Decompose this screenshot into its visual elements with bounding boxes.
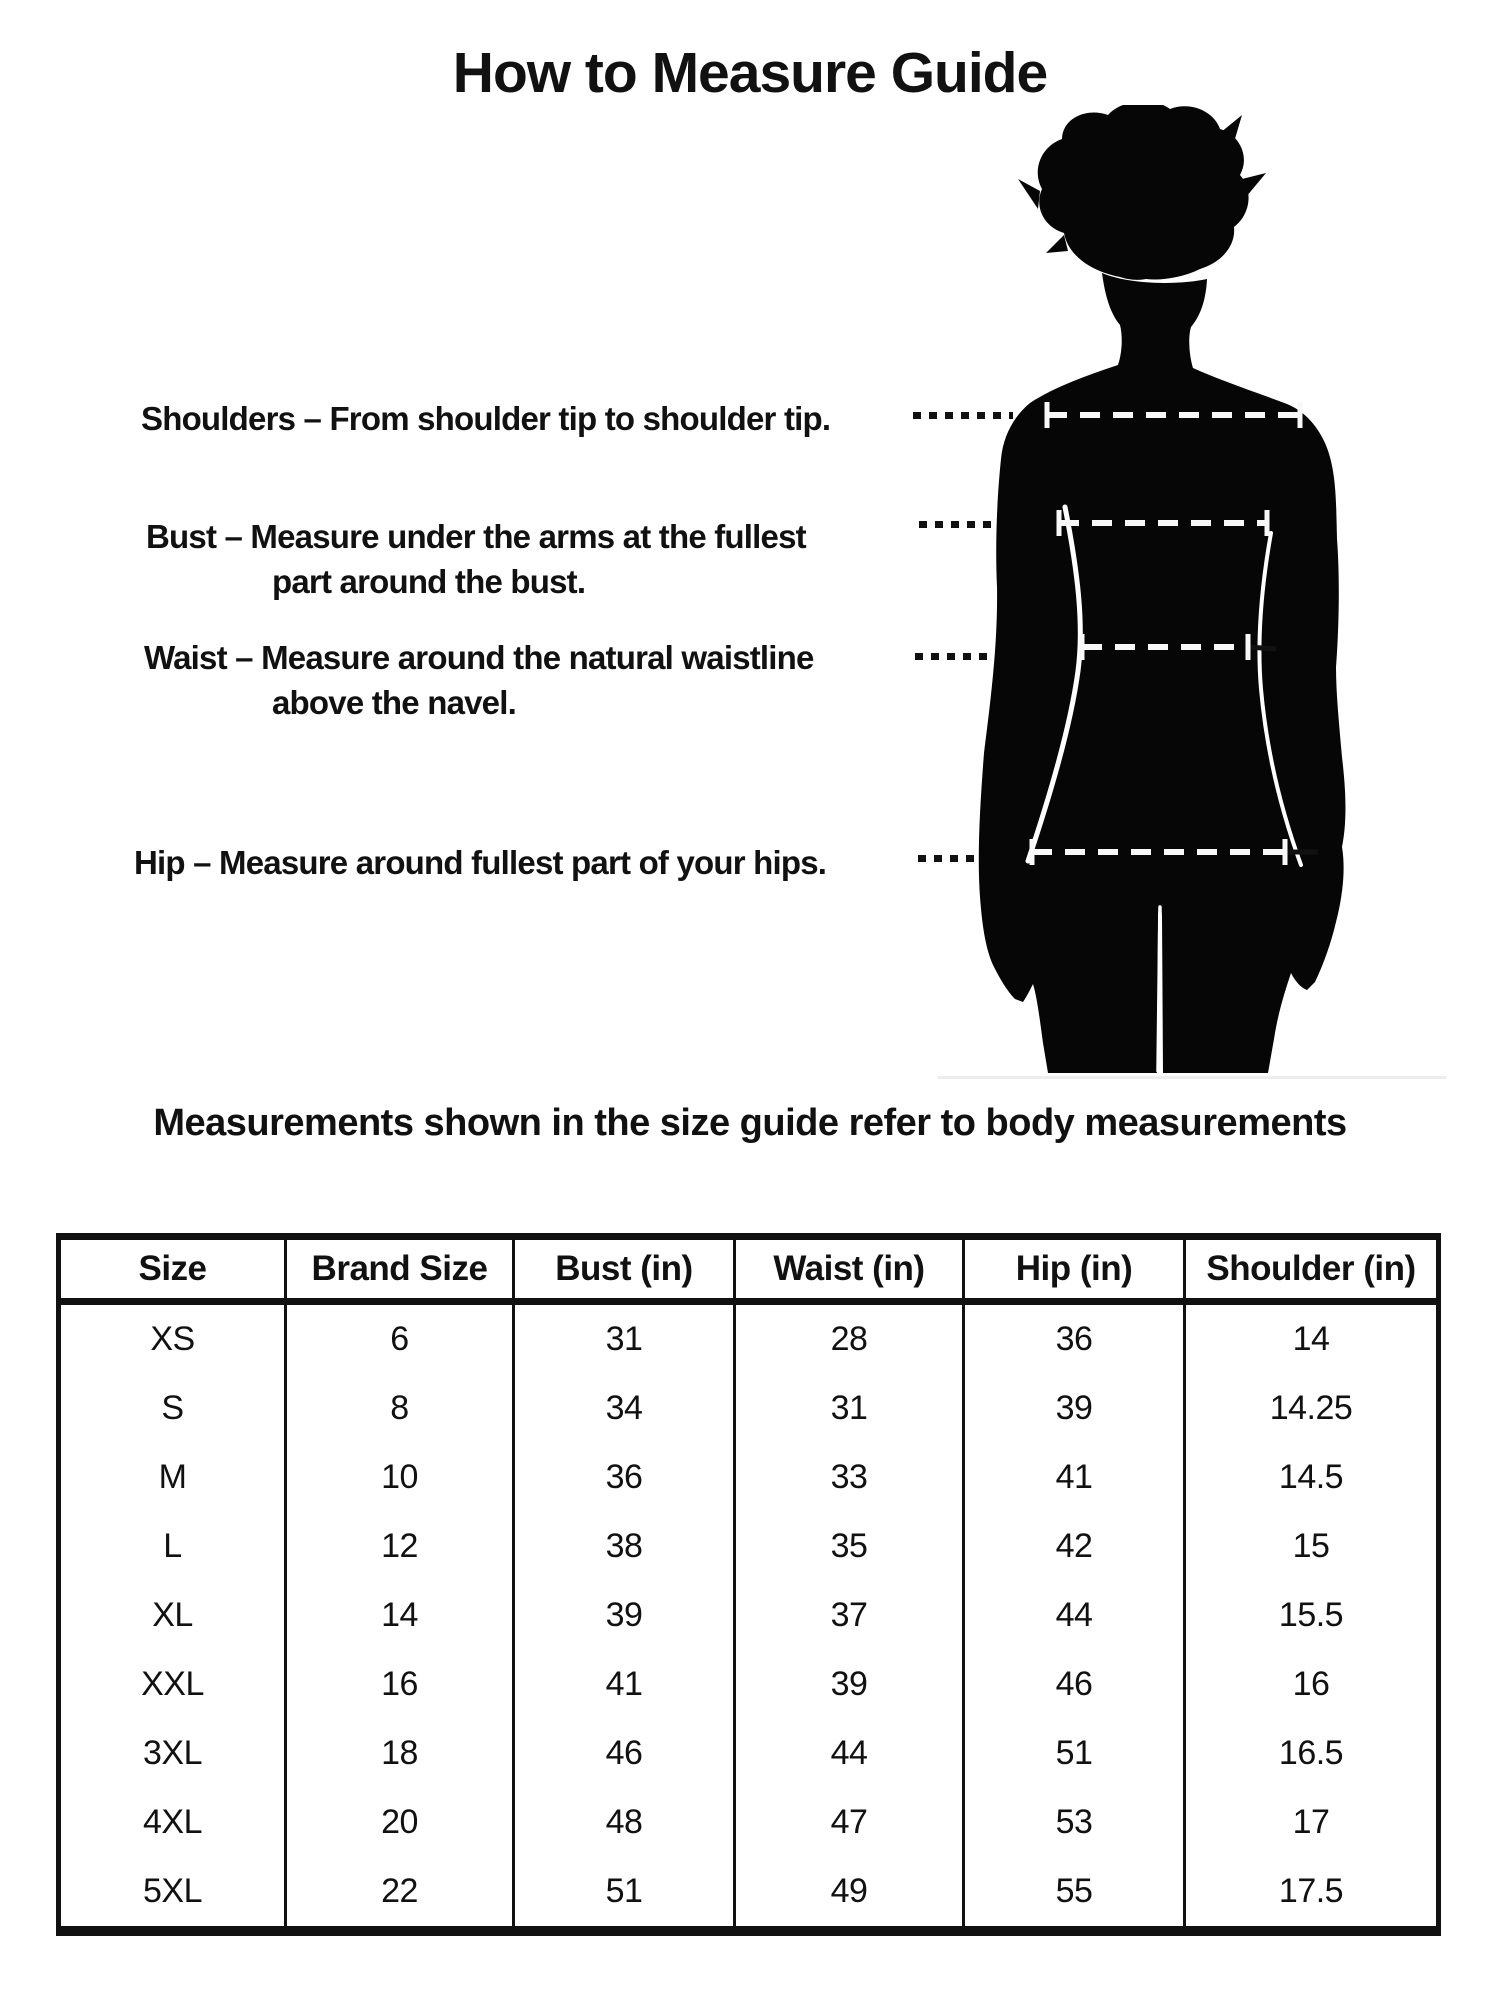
table-cell: 22 — [286, 1857, 514, 1931]
table-cell: 53 — [964, 1788, 1185, 1857]
table-cell: 37 — [735, 1581, 964, 1650]
body-outline — [979, 273, 1346, 1073]
table-cell: XXL — [141, 1665, 204, 1703]
table-row — [59, 1788, 1439, 1857]
table-cell: 46 — [514, 1719, 735, 1788]
instruction-hip: Hip – Measure around fullest part of your hips. — [134, 844, 827, 881]
table-cell: 14 — [286, 1581, 514, 1650]
table-row — [59, 1443, 1439, 1512]
instruction-bust-line1: Bust – Measure under the arms at the fullest — [146, 518, 806, 555]
hair-silhouette — [1038, 105, 1249, 280]
table-cell: 17.5 — [1185, 1857, 1439, 1931]
column-header: Size — [59, 1237, 286, 1302]
table-cell: 34 — [514, 1374, 735, 1443]
table-row — [59, 1302, 1439, 1375]
table-cell: 36 — [964, 1302, 1185, 1375]
table-cell: 18 — [286, 1719, 514, 1788]
table-cell: 15 — [1185, 1512, 1439, 1581]
table-cell: 16.5 — [1185, 1719, 1439, 1788]
table-cell: L — [163, 1527, 182, 1565]
hair-strand-low — [1046, 235, 1068, 253]
instruction-waist-line1: Waist – Measure around the natural waistline — [144, 639, 814, 676]
table-cell: 8 — [286, 1374, 514, 1443]
table-cell: 15.5 — [1185, 1581, 1439, 1650]
table-row — [59, 1857, 1439, 1931]
table-cell: 51 — [964, 1719, 1185, 1788]
table-row — [59, 1719, 1439, 1788]
body-silhouette-figure — [970, 105, 1370, 1105]
table-row — [59, 1512, 1439, 1581]
table-cell: 46 — [964, 1650, 1185, 1719]
instruction-bust-line2: part around the bust. — [272, 563, 586, 600]
table-cell: 35 — [735, 1512, 964, 1581]
table-cell: 31 — [735, 1374, 964, 1443]
table-cell: 42 — [964, 1512, 1185, 1581]
header-row — [59, 1237, 1439, 1302]
size-table — [56, 1233, 1441, 1936]
table-cell: 38 — [514, 1512, 735, 1581]
table-cell: 5XL — [143, 1872, 202, 1910]
figure-crop-edge — [938, 1076, 1446, 1079]
table-cell: 51 — [514, 1857, 735, 1931]
table-cell: M — [158, 1458, 187, 1496]
leg-crease — [1158, 907, 1160, 1071]
table-cell: 39 — [735, 1650, 964, 1719]
table-row — [59, 1374, 1439, 1443]
table-cell: 39 — [964, 1374, 1185, 1443]
table-cell: 49 — [735, 1857, 964, 1931]
instruction-waist-line2: above the navel. — [272, 684, 516, 721]
table-cell: 14.25 — [1185, 1374, 1439, 1443]
table-cell: 33 — [735, 1443, 964, 1512]
column-header: Brand Size — [286, 1237, 514, 1302]
table-cell: 44 — [735, 1719, 964, 1788]
hair-strand-right — [1242, 173, 1266, 197]
subtitle: Measurements shown in the size guide refer to body measurements — [153, 1102, 1347, 1144]
table-row — [59, 1650, 1439, 1719]
table-cell: 44 — [964, 1581, 1185, 1650]
column-header: Shoulder (in) — [1185, 1237, 1439, 1302]
table-cell: 17 — [1185, 1788, 1439, 1857]
table-cell: 36 — [514, 1443, 735, 1512]
table-cell: XL — [152, 1596, 193, 1634]
page-title: How to Measure Guide — [452, 41, 1048, 105]
table-cell: 31 — [514, 1302, 735, 1375]
table-cell: 3XL — [143, 1734, 202, 1772]
table-cell: 10 — [286, 1443, 514, 1512]
table-cell: 20 — [286, 1788, 514, 1857]
instruction-shoulders: Shoulders – From shoulder tip to shoulder tip. — [141, 400, 831, 437]
table-row — [59, 1581, 1439, 1650]
table-cell: 41 — [964, 1443, 1185, 1512]
table-cell: 28 — [735, 1302, 964, 1375]
table-cell: 39 — [514, 1581, 735, 1650]
table-cell: 16 — [1185, 1650, 1439, 1719]
table-cell: 48 — [514, 1788, 735, 1857]
table-cell: 6 — [286, 1302, 514, 1375]
column-header: Waist (in) — [735, 1237, 964, 1302]
column-header: Hip (in) — [964, 1237, 1185, 1302]
table-cell: 41 — [514, 1650, 735, 1719]
table-cell: 4XL — [143, 1803, 202, 1841]
hair-strand-left — [1018, 179, 1040, 209]
table-cell: 47 — [735, 1788, 964, 1857]
table-cell: 14.5 — [1185, 1443, 1439, 1512]
table-cell: 16 — [286, 1650, 514, 1719]
table-cell: XS — [150, 1320, 195, 1358]
table-cell: S — [161, 1389, 184, 1427]
waist-line-stub — [1248, 647, 1276, 649]
table-cell: 12 — [286, 1512, 514, 1581]
column-header: Bust (in) — [514, 1237, 735, 1302]
table-cell: 14 — [1185, 1302, 1439, 1375]
table-cell: 55 — [964, 1857, 1185, 1931]
